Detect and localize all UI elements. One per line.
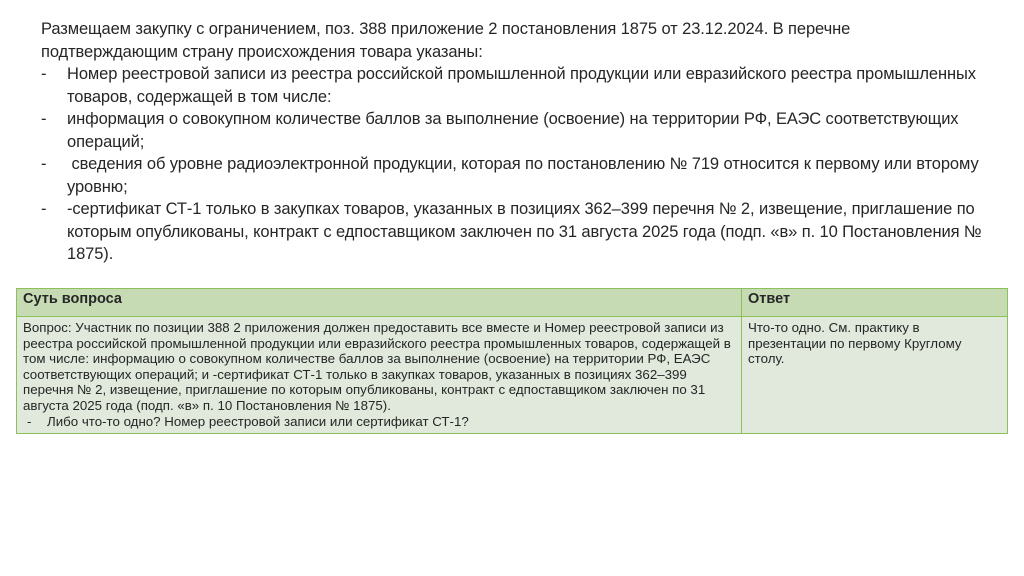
list-item [41,153,986,198]
answer-header: Ответ [742,289,1008,317]
bullet-dash: - [41,200,47,218]
intro-list [41,63,986,266]
question-bullet [23,414,735,430]
list-item-text: Номер реестровой записи из реестра российской промышленной продукции или евразийского реестра промышленных товаров, содержащей в том числе: [67,65,976,106]
table-row [17,317,1008,434]
list-item-text: сведения об уровне радиоэлектронной продукции, которая по постановлению № 719 относится к первому или второму уровню; [67,155,984,196]
answer-cell: Что-то одно. См. практику в презентации по первому Круглому столу. [742,317,1008,434]
bullet-dash: - [41,65,47,83]
list-item [41,198,986,266]
qa-table [16,288,1008,434]
question-text: Вопрос: Участник по позиции 388 2 приложения должен предоставить все вместе и Номер реестровой записи из реестра российской промышленной продукции или евразийского реестра промышленных товаров, содержащей в том числе: информацию о совокупном количестве баллов за выполнение (освоение) на территории РФ, ЕАЭС соответствующих операций; и -сертификат СТ-1 только в закупках товаров, указанных в позициях 362–399 перечня № 2, извещение, приглашение по которым опубликованы, контракт с едпоставщиком заключен по 31 августа 2025 года (подп. «в» п. 10 Постановления № 1875). [23,320,731,413]
question-cell [17,317,742,434]
bullet-dash: - [41,155,47,173]
list-item-text: -сертификат СТ-1 только в закупках товаров, указанных в позициях 362–399 перечня № 2, извещение, приглашение по которым опубликованы, контракт с едпоставщиком заключен по 31 августа 2025 года (подп. «в» п. 10 Постановления № 1875). [67,200,982,263]
intro-paragraph: Размещаем закупку с ограничением, поз. 388 приложение 2 постановления 1875 от 23.12.2024. В перечне подтверждающим страну происхождения товара указаны: [41,20,851,61]
intro-text-block [41,18,986,266]
question-bullet-text: Либо что-то одно? Номер реестровой записи или сертификат СТ-1? [47,413,469,429]
table-header-row [17,289,1008,317]
list-item-text: информация о совокупном количестве баллов за выполнение (освоение) на территории РФ, ЕАЭС соответствующих операций; [67,110,959,151]
list-item [41,63,986,108]
question-header: Суть вопроса [17,289,742,317]
bullet-dash: - [27,413,32,429]
list-item [41,108,986,153]
bullet-dash: - [41,110,47,128]
